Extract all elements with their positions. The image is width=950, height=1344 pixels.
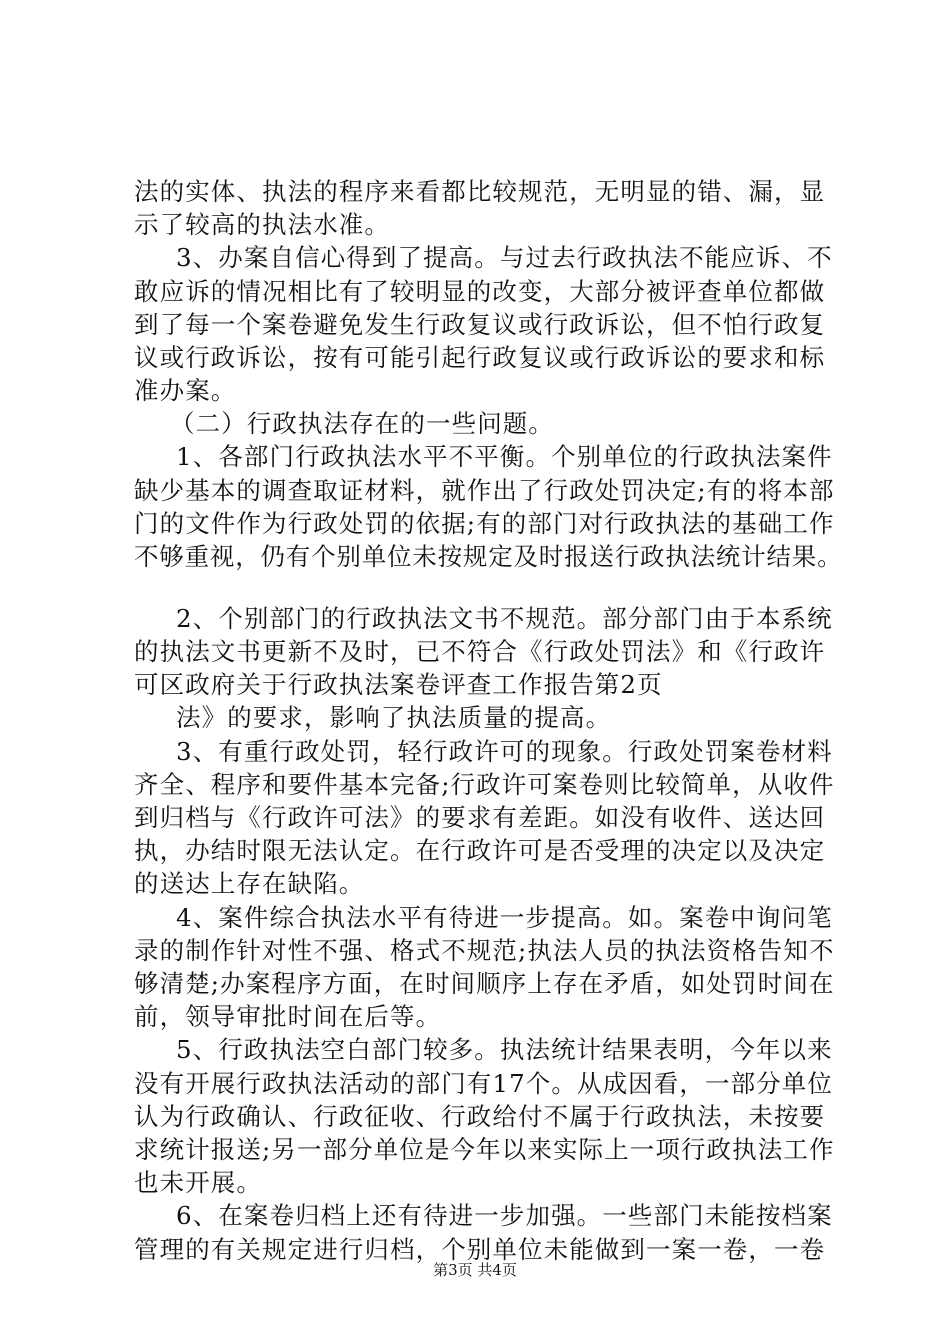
text-line: 管理的有关规定进行归档，个别单位未能做到一案一卷，一卷 [134, 1235, 826, 1264]
text-line: 求统计报送;另一部分单位是今年以来实际上一项行政执法工作 [134, 1135, 835, 1164]
text-line: 5、行政执法空白部门较多。执法统计结果表明，今年以来 [176, 1035, 833, 1064]
text-line: 不够重视，仍有个别单位未按规定及时报送行政执法统计结果。 [134, 542, 843, 571]
text-line: 齐全、程序和要件基本完备;行政许可案卷则比较简单，从收件 [134, 770, 835, 799]
text-line: 到归档与《行政许可法》的要求有差距。如没有收件、送达回 [134, 803, 826, 832]
text-line: 6、在案卷归档上还有待进一步加强。一些部门未能按档案 [176, 1201, 833, 1230]
text-line: 可区政府关于行政执法案卷评查工作报告第2页 [134, 670, 663, 699]
text-line: 法》的要求，影响了执法质量的提高。 [176, 703, 612, 732]
text-line: 前，领导审批时间在后等。 [134, 1002, 442, 1031]
text-line: 议或行政诉讼，按有可能引起行政复议或行政诉讼的要求和标 [134, 343, 826, 372]
text-line: 认为行政确认、行政征收、行政给付不属于行政执法，未按要 [134, 1102, 826, 1131]
section-heading: （二）行政执法存在的一些问题。 [170, 409, 554, 438]
page-footer: 第3页 共4页 [433, 1261, 517, 1279]
text-line: 的执法文书更新不及时，已不符合《行政处罚法》和《行政许 [134, 637, 826, 666]
text-line: 准办案。 [134, 376, 237, 405]
text-line: 缺少基本的调查取证材料，就作出了行政处罚决定;有的将本部 [134, 476, 835, 505]
text-line: 3、办案自信心得到了提高。与过去行政执法不能应诉、不 [176, 243, 833, 272]
text-line: 示了较高的执法水准。 [134, 210, 390, 239]
text-line: 3、有重行政处罚，轻行政许可的现象。行政处罚案卷材料 [176, 737, 833, 766]
text-line: 法的实体、执法的程序来看都比较规范，无明显的错、漏，显 [134, 177, 826, 206]
text-line: 4、案件综合执法水平有待进一步提高。如。案卷中询问笔 [176, 903, 833, 932]
text-line: 够清楚;办案程序方面，在时间顺序上存在矛盾，如处罚时间在 [134, 969, 835, 998]
text-line: 也未开展。 [134, 1168, 262, 1197]
text-line: 2、个别部门的行政执法文书不规范。部分部门由于本系统 [176, 604, 833, 633]
text-line: 门的文件作为行政处罚的依据;有的部门对行政执法的基础工作 [134, 509, 835, 538]
text-line: 到了每一个案卷避免发生行政复议或行政诉讼，但不怕行政复 [134, 310, 826, 339]
text-line: 1、各部门行政执法水平不平衡。个别单位的行政执法案件 [176, 442, 833, 471]
text-line: 敢应诉的情况相比有了较明显的改变，大部分被评查单位都做 [134, 277, 826, 306]
text-line: 执，办结时限无法认定。在行政许可是否受理的决定以及决定 [134, 836, 826, 865]
text-line: 没有开展行政执法活动的部门有17个。从成因看，一部分单位 [134, 1069, 833, 1098]
text-line: 的送达上存在缺陷。 [134, 869, 365, 898]
text-line: 录的制作针对性不强、格式不规范;执法人员的执法资格告知不 [134, 936, 835, 965]
